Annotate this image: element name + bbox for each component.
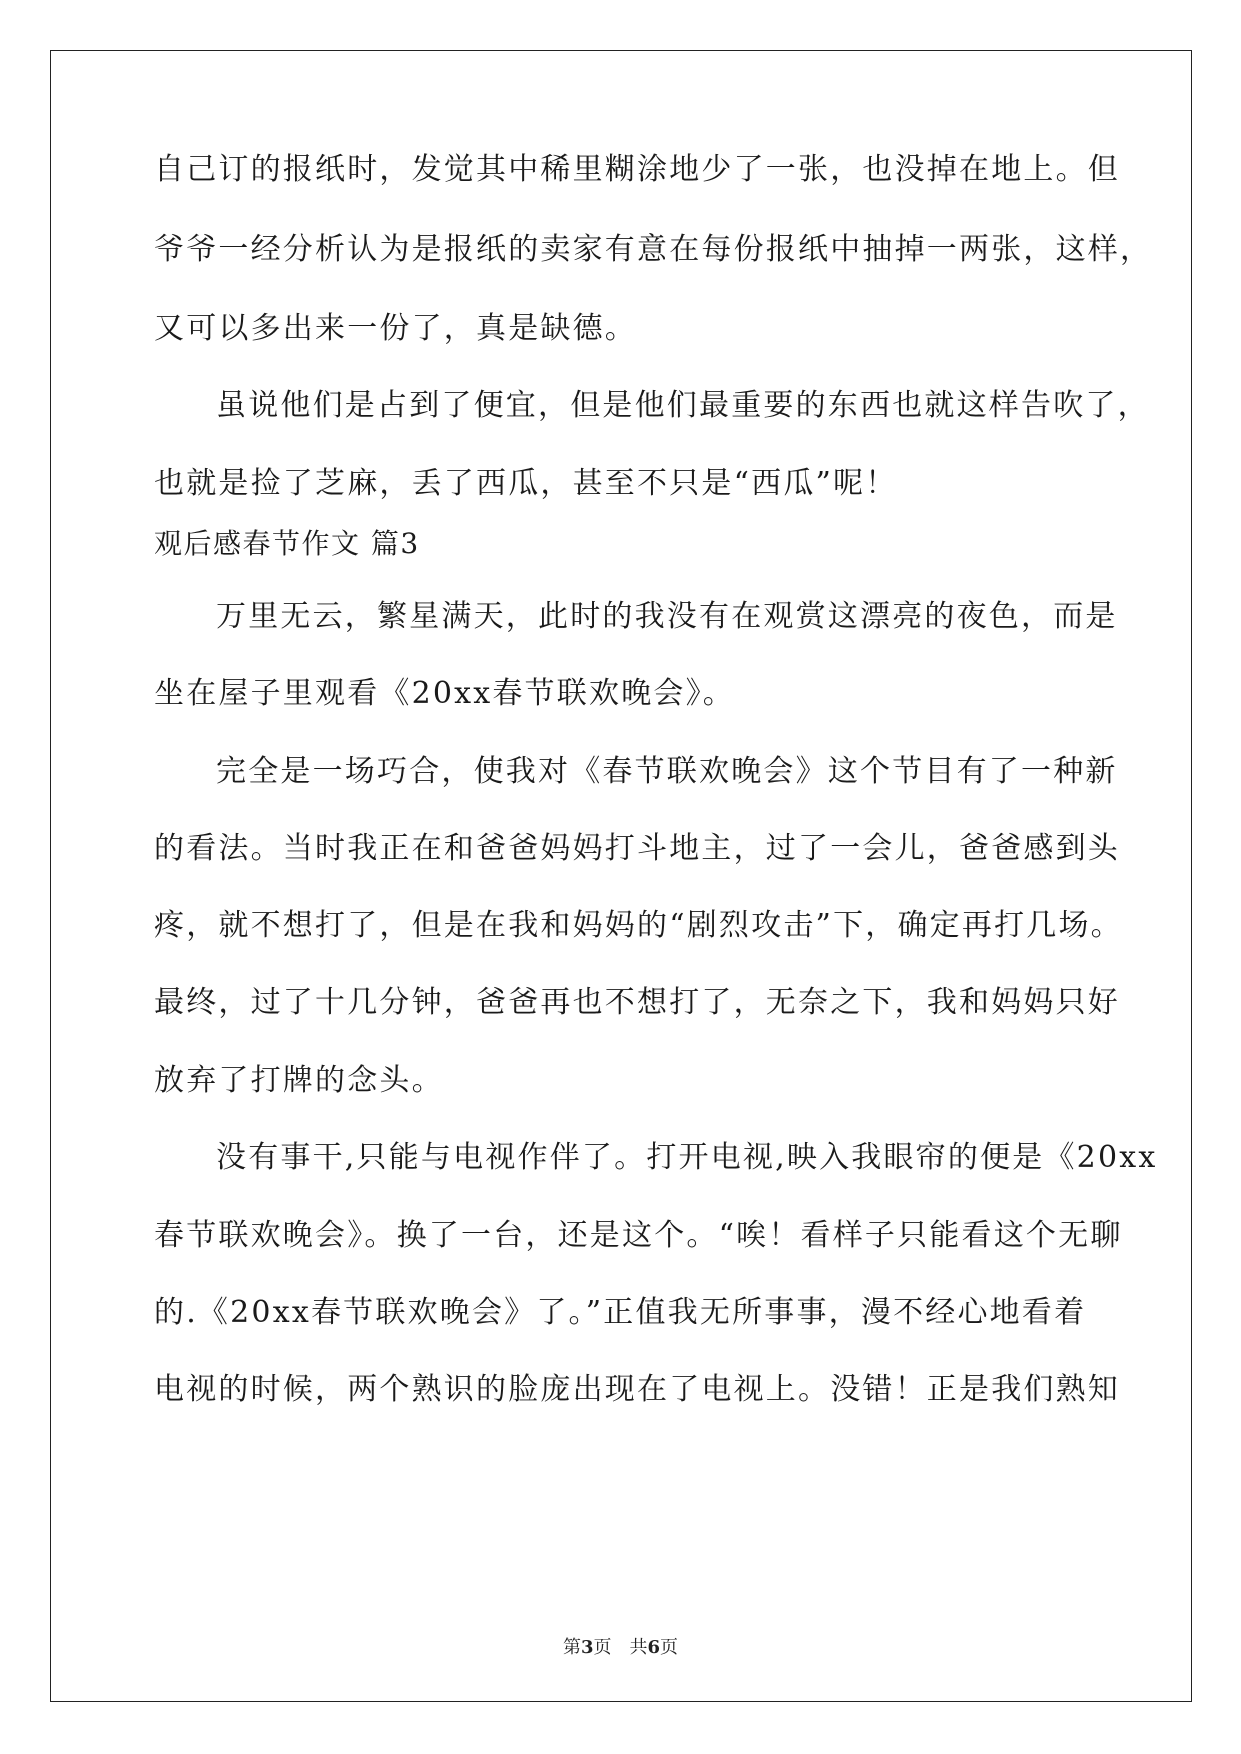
current-page-number: 3 [580,1637,594,1658]
page-prefix: 第 [562,1637,581,1658]
text-line: 自己订的报纸时，发觉其中稀里糊涂地少了一张，也没掉在地上。但 [154,152,1120,187]
text-line: 春节联欢晚会》。换了一台，还是这个。“唉！看样子只能看这个无聊 [154,1218,1123,1253]
text-line: 疼，就不想打了，但是在我和妈妈的“剧烈攻击”下，确定再打几场。 [154,908,1123,943]
paragraph-first-line: 没有事干,只能与电视作伴了。打开电视,映入我眼帘的便是《20xx [216,1140,1158,1175]
text-line: 爷爷一经分析认为是报纸的卖家有意在每份报纸中抽掉一两张，这样， [154,232,1153,267]
paragraph-first-line: 万里无云，繁星满天，此时的我没有在观赏这漂亮的夜色，而是 [216,599,1118,634]
paragraph-first-line: 完全是一场巧合，使我对《春节联欢晚会》这个节目有了一种新 [216,754,1118,789]
text-line: 最终，过了十几分钟，爸爸再也不想打了，无奈之下，我和妈妈只好 [154,985,1120,1020]
page-suffix: 页 [660,1637,679,1658]
text-line: 放弃了打牌的念头。 [154,1063,444,1098]
text-line: 又可以多出来一份了，真是缺德。 [154,311,637,346]
text-line: 坐在屋子里观看《20xx春节联欢晚会》。 [154,676,736,711]
paragraph-first-line: 虽说他们是占到了便宜，但是他们最重要的东西也就这样告吹了， [216,388,1150,423]
text-line: 电视的时候，两个熟识的脸庞出现在了电视上。没错！正是我们熟知 [154,1372,1120,1407]
page-separator: 页 共 [593,1637,648,1658]
total-pages-number: 6 [647,1637,661,1658]
text-line: 也就是捡了芝麻，丢了西瓜，甚至不只是“西瓜”呢！ [154,466,898,501]
page-footer [0,1633,1241,1659]
text-line: 的看法。当时我正在和爸爸妈妈打斗地主，过了一会儿，爸爸感到头 [154,831,1120,866]
text-line: 的.《20xx春节联欢晚会》了。”正值我无所事事，漫不经心地看着 [154,1295,1087,1330]
page-border [50,50,1192,1702]
section-heading: 观后感春节作文 篇3 [154,527,420,560]
